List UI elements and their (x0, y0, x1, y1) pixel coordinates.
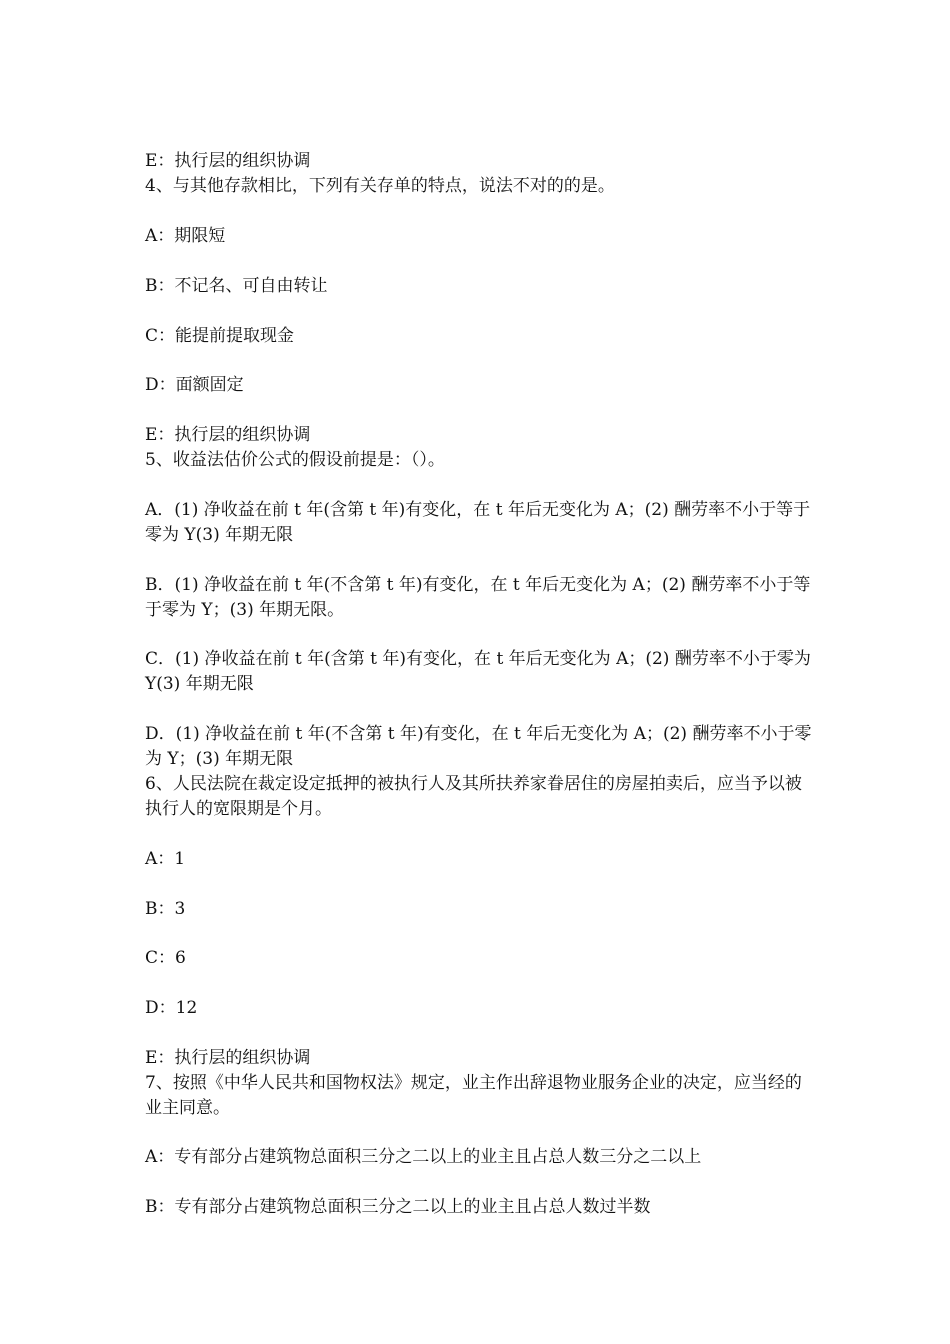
question-6-option-d: D：12 (145, 998, 198, 1018)
question-5-option-d: D．(1) 净收益在前 t 年(不含第 t 年)有变化，在 t 年后无变化为 A；(2) 酬劳率不小于零为 Y；(3) 年期无限 (145, 724, 812, 769)
question-7-option-a: A：专有部分占建筑物总面积三分之二以上的业主且占总人数三分之二以上 (145, 1147, 702, 1167)
question-4-option-a: A：期限短 (145, 226, 226, 246)
question-5-option-a: A．(1) 净收益在前 t 年(含第 t 年)有变化，在 t 年后无变化为 A；(2) 酬劳率不小于等于零为 Y(3) 年期无限 (145, 500, 811, 545)
question-6-option-c: C：6 (145, 948, 186, 968)
question-7-stem: 7、按照《中华人民共和国物权法》规定，业主作出辞退物业服务企业的决定，应当经的业主同意。 (145, 1073, 802, 1118)
question-4-stem: 4、与其他存款相比，下列有关存单的特点，说法不对的的是。 (145, 176, 615, 196)
question-5-stem: 5、收益法估价公式的假设前提是：（）。 (145, 450, 445, 470)
prev-question-option-e: E：执行层的组织协调 (145, 151, 311, 171)
question-6-stem: 6、人民法院在裁定设定抵押的被执行人及其所扶养家眷居住的房屋拍卖后，应当予以被执行人的宽限期是个月。 (145, 774, 802, 819)
question-6-option-b: B：3 (145, 899, 186, 919)
question-7-option-b: B：专有部分占建筑物总面积三分之二以上的业主且占总人数过半数 (145, 1197, 651, 1217)
question-4-option-b: B：不记名、可自由转让 (145, 276, 328, 296)
question-4-option-d: D：面额固定 (145, 375, 244, 395)
question-5-option-b: B．(1) 净收益在前 t 年(不含第 t 年)有变化，在 t 年后无变化为 A；(2) 酬劳率不小于等于零为 Y；(3) 年期无限。 (145, 575, 811, 620)
question-4-option-c: C：能提前提取现金 (145, 326, 295, 346)
question-5-option-c: C．(1) 净收益在前 t 年(含第 t 年)有变化，在 t 年后无变化为 A；(2) 酬劳率不小于零为 Y(3) 年期无限 (145, 649, 817, 694)
question-4-option-e: E：执行层的组织协调 (145, 425, 311, 445)
question-6-option-a: A：1 (145, 849, 186, 869)
question-6-option-e: E：执行层的组织协调 (145, 1048, 311, 1068)
